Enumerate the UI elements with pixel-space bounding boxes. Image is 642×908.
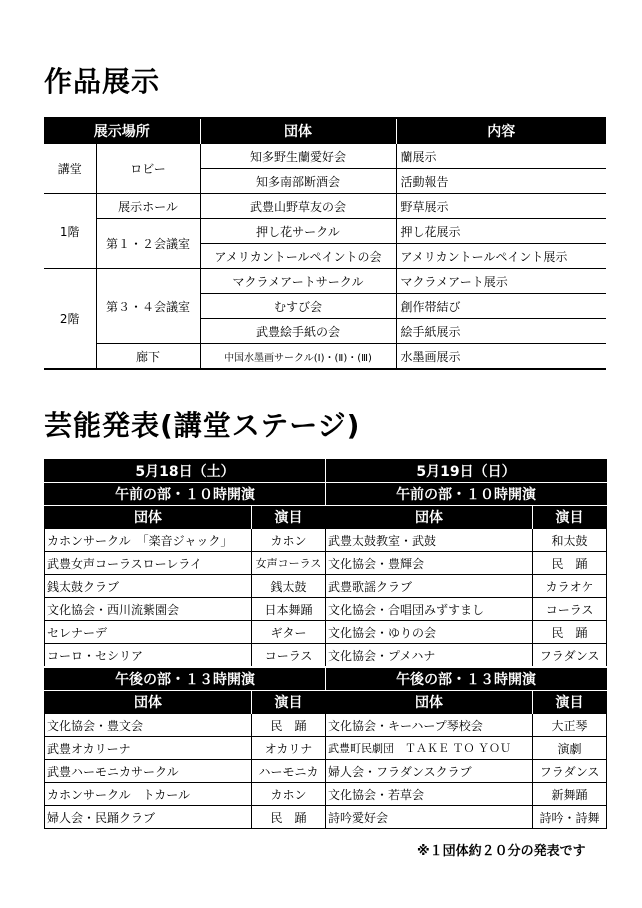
group-cell: アメリカントールペイントの会 bbox=[200, 244, 396, 269]
item-cell: コーラス bbox=[252, 644, 326, 668]
group-cell: マクラメアートサークル bbox=[200, 269, 396, 294]
table-row bbox=[326, 575, 607, 598]
table-row bbox=[326, 598, 607, 621]
content-cell: 活動報告 bbox=[396, 169, 606, 194]
group-cell: 詩吟愛好会 bbox=[326, 806, 533, 829]
table-row bbox=[45, 714, 326, 737]
group-cell: 文化協会・プメハナ bbox=[326, 644, 533, 668]
col-group: 団体 bbox=[45, 691, 252, 714]
performance-table-day1 bbox=[44, 459, 326, 829]
content-cell: 水墨画展示 bbox=[396, 344, 606, 370]
table-row bbox=[45, 552, 326, 575]
group-cell: 銭太鼓クラブ bbox=[45, 575, 252, 598]
group-cell: 婦人会・フラダンスクラブ bbox=[326, 760, 533, 783]
session-header-pm: 午後の部・１３時開演 bbox=[326, 667, 607, 691]
date-header: 5月18日（土） bbox=[45, 460, 326, 483]
place-cell: ロビー bbox=[96, 144, 200, 194]
item-cell: 民 踊 bbox=[252, 714, 326, 737]
place-cell: 廊下 bbox=[96, 344, 200, 370]
content-cell: アメリカントールペイント展示 bbox=[396, 244, 606, 269]
floor-cell: 2階 bbox=[44, 269, 96, 370]
col-item: 演目 bbox=[533, 691, 607, 714]
table-row bbox=[326, 737, 607, 760]
table-row bbox=[45, 598, 326, 621]
group-cell: むすび会 bbox=[200, 294, 396, 319]
group-cell: 婦人会・民踊クラブ bbox=[45, 806, 252, 829]
content-cell: マクラメアート展示 bbox=[396, 269, 606, 294]
group-cell: 文化協会・キーハープ琴校会 bbox=[326, 714, 533, 737]
col-item: 演目 bbox=[252, 506, 326, 529]
table-row bbox=[45, 737, 326, 760]
session-header-pm: 午後の部・１３時開演 bbox=[45, 667, 326, 691]
group-cell: カホンサークル 「楽音ジャック」 bbox=[45, 529, 252, 552]
item-cell: 日本舞踊 bbox=[252, 598, 326, 621]
group-cell: 文化協会・豊文会 bbox=[45, 714, 252, 737]
col-group: 団体 bbox=[45, 506, 252, 529]
table-row bbox=[45, 621, 326, 644]
col-item: 演目 bbox=[252, 691, 326, 714]
item-cell: 新舞踊 bbox=[533, 783, 607, 806]
header-group: 団体 bbox=[200, 118, 396, 144]
performance-table-day2 bbox=[325, 459, 607, 829]
group-cell: 武豊太鼓教室・武鼓 bbox=[326, 529, 533, 552]
group-cell: 文化協会・ゆりの会 bbox=[326, 621, 533, 644]
item-cell: 民 踊 bbox=[252, 806, 326, 829]
group-cell: 武豊山野草友の会 bbox=[200, 194, 396, 219]
group-cell: 武豊絵手紙の会 bbox=[200, 319, 396, 344]
content-cell: 押し花展示 bbox=[396, 219, 606, 244]
date-header: 5月19日（日） bbox=[326, 460, 607, 483]
table-row bbox=[326, 806, 607, 829]
group-cell: セレナーデ bbox=[45, 621, 252, 644]
group-cell: 武豊女声コーラスローレライ bbox=[45, 552, 252, 575]
item-cell: 詩吟・詩舞 bbox=[533, 806, 607, 829]
item-cell: カラオケ bbox=[533, 575, 607, 598]
group-cell: 押し花サークル bbox=[200, 219, 396, 244]
floor-cell: 講堂 bbox=[44, 144, 96, 194]
session-header-am: 午前の部・１０時開演 bbox=[326, 483, 607, 506]
group-cell: 武豊町民劇団 ＴＡＫＥ ＴＯ ＹＯＵ bbox=[326, 737, 533, 760]
table-row bbox=[326, 529, 607, 552]
group-cell: コーロ・セシリア bbox=[45, 644, 252, 668]
item-cell: カホン bbox=[252, 529, 326, 552]
group-cell: 知多野生蘭愛好会 bbox=[200, 144, 396, 169]
item-cell: 女声コーラス bbox=[252, 552, 326, 575]
item-cell: カホン bbox=[252, 783, 326, 806]
table-row bbox=[45, 783, 326, 806]
item-cell: ハーモニカ bbox=[252, 760, 326, 783]
table-row bbox=[326, 552, 607, 575]
group-cell: 文化協会・豊輝会 bbox=[326, 552, 533, 575]
group-cell: 武豊歌謡クラブ bbox=[326, 575, 533, 598]
table-row bbox=[45, 644, 326, 668]
table-row bbox=[45, 760, 326, 783]
footnote: ※１団体約２０分の発表です bbox=[417, 844, 586, 859]
performance-title: 芸能発表(講堂ステージ) bbox=[44, 409, 361, 442]
group-cell: 文化協会・合唱団みずすまし bbox=[326, 598, 533, 621]
item-cell: 大正琴 bbox=[533, 714, 607, 737]
content-cell: 蘭展示 bbox=[396, 144, 606, 169]
header-content: 内容 bbox=[396, 118, 606, 144]
group-cell: カホンサークル トカール bbox=[45, 783, 252, 806]
col-group: 団体 bbox=[326, 691, 533, 714]
item-cell: 演劇 bbox=[533, 737, 607, 760]
item-cell: フラダンス bbox=[533, 644, 607, 668]
session-header-am: 午前の部・１０時開演 bbox=[45, 483, 326, 506]
exhibition-table bbox=[44, 117, 606, 370]
item-cell: コーラス bbox=[533, 598, 607, 621]
item-cell: フラダンス bbox=[533, 760, 607, 783]
group-cell: 武豊ハーモニカサークル bbox=[45, 760, 252, 783]
item-cell: ギター bbox=[252, 621, 326, 644]
floor-cell: 1階 bbox=[44, 194, 96, 269]
col-group: 団体 bbox=[326, 506, 533, 529]
item-cell: 民 踊 bbox=[533, 621, 607, 644]
exhibition-title: 作品展示 bbox=[44, 65, 161, 98]
table-row bbox=[326, 644, 607, 668]
content-cell: 創作帯結び bbox=[396, 294, 606, 319]
content-cell: 絵手紙展示 bbox=[396, 319, 606, 344]
table-row bbox=[326, 760, 607, 783]
table-row bbox=[45, 529, 326, 552]
table-row bbox=[45, 806, 326, 829]
group-cell: 中国水墨画サークル(Ⅰ)・(Ⅱ)・(Ⅲ) bbox=[200, 344, 396, 370]
item-cell: 銭太鼓 bbox=[252, 575, 326, 598]
group-cell: 武豊オカリーナ bbox=[45, 737, 252, 760]
place-cell: 第３・４会議室 bbox=[96, 269, 200, 344]
table-row bbox=[326, 783, 607, 806]
item-cell: オカリナ bbox=[252, 737, 326, 760]
header-place: 展示場所 bbox=[44, 118, 200, 144]
group-cell: 文化協会・西川流紫園会 bbox=[45, 598, 252, 621]
item-cell: 民 踊 bbox=[533, 552, 607, 575]
group-cell: 文化協会・若草会 bbox=[326, 783, 533, 806]
table-row bbox=[326, 714, 607, 737]
place-cell: 展示ホール bbox=[96, 194, 200, 219]
item-cell: 和太鼓 bbox=[533, 529, 607, 552]
group-cell: 知多南部断酒会 bbox=[200, 169, 396, 194]
col-item: 演目 bbox=[533, 506, 607, 529]
place-cell: 第１・２会議室 bbox=[96, 219, 200, 269]
table-row bbox=[326, 621, 607, 644]
content-cell: 野草展示 bbox=[396, 194, 606, 219]
table-row bbox=[45, 575, 326, 598]
